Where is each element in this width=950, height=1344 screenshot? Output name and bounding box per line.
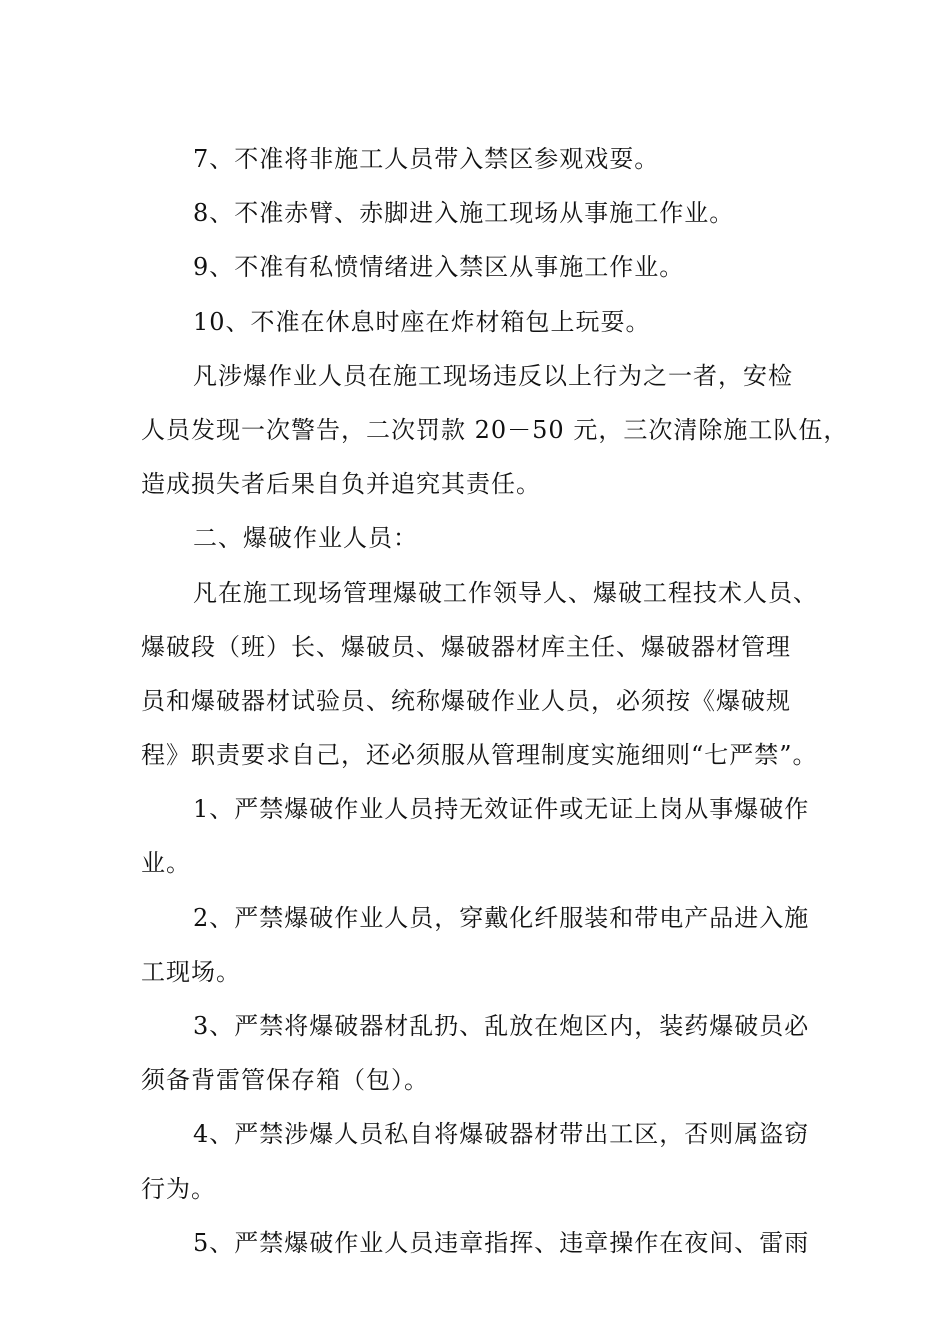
text-line: 10、不准在休息时座在炸材箱包上玩耍。: [193, 307, 651, 336]
text-line: 业。: [141, 849, 191, 878]
text-line: 1、严禁爆破作业人员持无效证件或无证上岗从事爆破作: [193, 795, 810, 824]
text-line: 凡在施工现场管理爆破工作领导人、爆破工程技术人员、: [193, 578, 818, 607]
text-line: 行为。: [141, 1174, 216, 1203]
text-line: 须备背雷管保存箱（包）。: [141, 1066, 429, 1095]
text-line: 8、不准赤臂、赤脚进入施工现场从事施工作业。: [193, 199, 735, 228]
text-line: 员和爆破器材试验员、统称爆破作业人员，必须按《爆破规: [141, 686, 791, 715]
text-line: 4、严禁涉爆人员私自将爆破器材带出工区，否则属盗窃: [193, 1120, 810, 1149]
text-line: 9、不准有私愤情绪进入禁区从事施工作业。: [193, 253, 685, 282]
text-line: 3、严禁将爆破器材乱扔、乱放在炮区内，装药爆破员必: [193, 1012, 810, 1040]
document-body: [141, 132, 849, 1270]
text-line: 凡涉爆作业人员在施工现场违反以上行为之一者，安检: [193, 361, 793, 390]
text-line: 工现场。: [141, 957, 241, 986]
text-line: 2、严禁爆破作业人员，穿戴化纤服装和带电产品进入施: [193, 903, 810, 932]
text-line: 程》职责要求自己，还必须服从管理制度实施细则“七严禁”。: [141, 741, 818, 770]
text-line: 5、严禁爆破作业人员违章指挥、违章操作在夜间、雷雨: [193, 1228, 810, 1257]
text-line: 造成损失者后果自负并追究其责任。: [141, 470, 541, 499]
section-heading: 二、爆破作业人员：: [193, 524, 418, 553]
text-line: 7、不准将非施工人员带入禁区参观戏耍。: [193, 145, 660, 173]
text-line: 爆破段（班）长、爆破员、爆破器材库主任、爆破器材管理: [141, 632, 791, 661]
text-line: 人员发现一次警告，二次罚款 20－50 元，三次清除施工队伍，: [141, 415, 849, 444]
